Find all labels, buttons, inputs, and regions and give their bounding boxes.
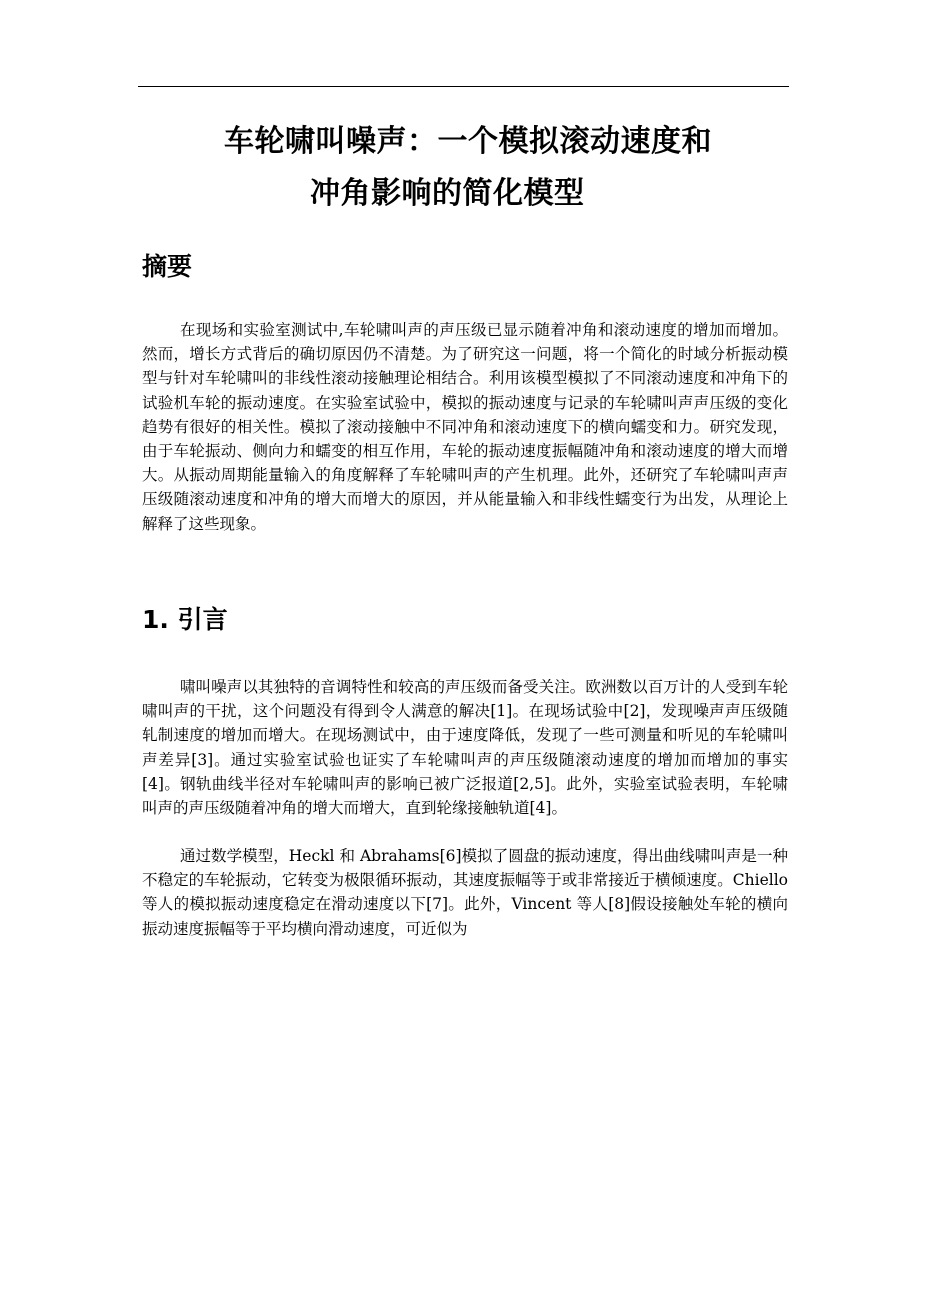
header-rule — [138, 86, 789, 87]
title-line-1: 车轮啸叫噪声：一个模拟滚动速度和 — [224, 124, 712, 159]
introduction-heading: 1. 引言 — [142, 605, 228, 634]
introduction-paragraph-1: 啸叫噪声以其独特的音调特性和较高的声压级而备受关注。欧洲数以百万计的人受到车轮啸叫声的干扰，这个问题没有得到令人满意的解决[1]。在现场试验中[2]，发现噪声声压级随轧制速度的增加而增大。在现场测试中，由于速度降低，发现了一些可测量和听见的车轮啸叫声差异[3]。通过实验室试验也证实了车轮啸叫声的声压级随滚动速度的增加而增加的事实[4]。钢轨曲线半径对车轮啸叫声的影响已被广泛报道[2,5]。此外，实验室试验表明，车轮啸叫声的声压级随着冲角的增大而增大，直到轮缘接触轨道[4]。 — [142, 678, 788, 818]
introduction-paragraph-2: 通过数学模型，Heckl 和 Abrahams[6]模拟了圆盘的振动速度，得出曲线啸叫声是一种不稳定的车轮振动，它转变为极限循环振动，其速度振幅等于或非常接近于横倾速度。Chiello 等人的模拟振动速度稳定在滑动速度以下[7]。此外，Vincent 等人[8]假设接触处车轮的横向振动速度振幅等于平均横向滑动速度，可近似为 — [142, 847, 788, 938]
abstract-paragraph: 在现场和实验室测试中,车轮啸叫声的声压级已显示随着冲角和滚动速度的增加而增加。然而，增长方式背后的确切原因仍不清楚。为了研究这一问题，将一个简化的时域分析振动模型与针对车轮啸叫的非线性滚动接触理论相结合。利用该模型模拟了不同滚动速度和冲角下的试验机车轮的振动速度。在实验室试验中，模拟的振动速度与记录的车轮啸叫声声压级的变化趋势有很好的相关性。模拟了滚动接触中不同冲角和滚动速度下的横向蠕变和力。研究发现，由于车轮振动、侧向力和蠕变的相互作用，车轮的振动速度振幅随冲角和滚动速度的增大而增大。从振动周期能量输入的角度解释了车轮啸叫声的产生机理。此外，还研究了车轮啸叫声声压级随滚动速度和冲角的增大而增大的原因，并从能量输入和非线性蠕变行为出发，从理论上解释了这些现象。 — [142, 321, 788, 533]
page-title — [138, 116, 789, 220]
title-line-2: 冲角影响的简化模型 — [310, 176, 585, 211]
abstract-heading: 摘要 — [142, 252, 193, 281]
